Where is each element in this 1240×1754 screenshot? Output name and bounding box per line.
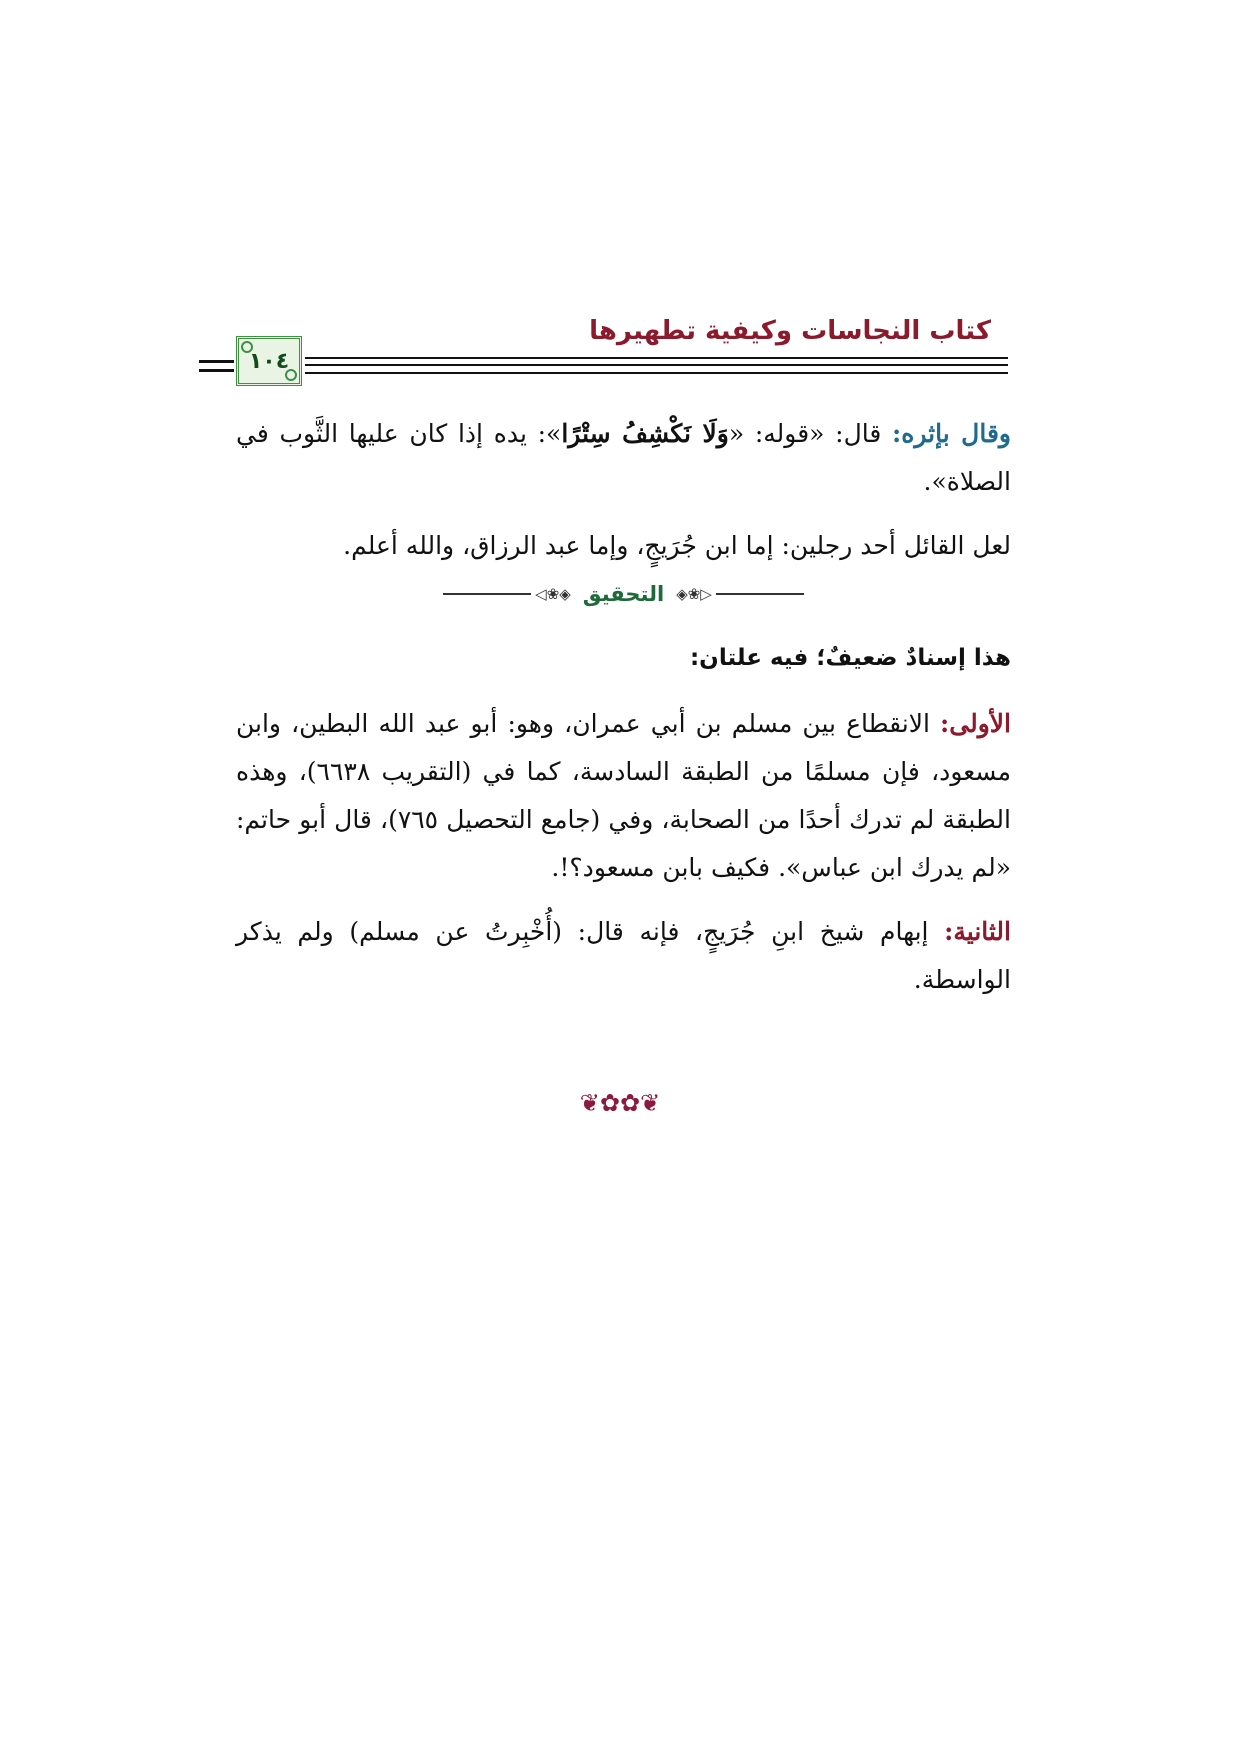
paragraph-label: الأولى: (940, 709, 1011, 738)
header-rule-short (199, 369, 234, 372)
page-number-badge: ١٠٤ (236, 336, 302, 386)
book-title: كتاب النجاسات وكيفية تطهيرها (589, 316, 991, 346)
header-rule (305, 372, 1008, 374)
section-divider (236, 572, 1011, 616)
paragraph-text: قال: «قوله: « (728, 419, 893, 448)
paragraph-3 (236, 700, 1011, 892)
divider-line (716, 593, 804, 595)
header-rule-short (199, 360, 234, 363)
end-ornament-icon: ❦✿✿❦ (579, 1089, 661, 1117)
paragraph-label: الثانية: (944, 917, 1011, 946)
paragraph-text: »: يده إذا كان عليها الثَّوب في الصلاة». (236, 419, 1011, 496)
paragraph-1 (236, 410, 1011, 506)
paragraph-4 (236, 908, 1011, 1004)
page-body (236, 410, 1011, 1004)
paragraph-text: الانقطاع بين مسلم بن أبي عمران، وهو: أبو عبد الله البطين، وابن مسعود، فإن مسلمًا من الطبقة السادسة، كما في (التقريب ٦٦٣٨)، وهذه الطبقة لم تدرك أحدًا من الصحابة، وفي (جامع التحصيل ٧٦٥)، قال أبو حاتم: «لم يدرك ابن عباس». فكيف بابن مسعود؟!. (236, 709, 1011, 882)
ornament-icon: ◁❀◈ (535, 585, 571, 603)
ornament-icon: ◈❀▷ (676, 585, 712, 603)
paragraph-text: إبهام شيخ ابنِ جُرَيجٍ، فإنه قال: (أُخْبِرتُ عن مسلم) ولم يذكر الواسطة. (236, 917, 1011, 994)
quoted-text: وَلَا نَكْشِفُ سِتْرًا (561, 419, 729, 448)
paragraph-2: لعل القائل أحد رجلين: إما ابن جُرَيجٍ، وإما عبد الرزاق، والله أعلم. (343, 531, 1011, 560)
paragraph-label: وقال بإثره: (892, 419, 1011, 448)
header-rule (305, 357, 1008, 359)
divider-line (443, 593, 531, 595)
section-heading: هذا إسنادٌ ضعيفٌ؛ فيه علتان: (689, 645, 1011, 671)
header-rule (305, 364, 1008, 366)
section-title: التحقيق (582, 582, 665, 606)
page-header (236, 316, 1011, 388)
